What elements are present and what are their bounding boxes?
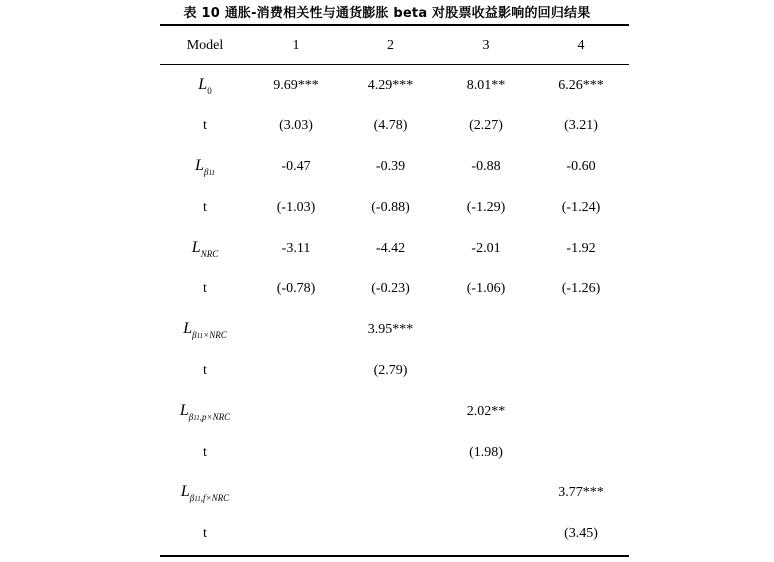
table-cell-model-4: (-1.26) <box>561 281 601 297</box>
table-cell-model-3 <box>439 514 533 555</box>
t-stat-label: t <box>203 362 207 378</box>
header-cell-model: Model <box>186 37 224 53</box>
subscript-index: 11 <box>193 413 200 422</box>
subscript-interaction: ,f×NRC <box>200 493 230 504</box>
table-cell-model-3 <box>439 310 533 351</box>
variable-label <box>160 228 250 269</box>
t-stat-label: t <box>203 444 207 460</box>
table-cell-model-1: -3.11 <box>281 240 311 256</box>
header-cell-model-1: 1 <box>292 37 300 53</box>
table-cell-model-3: 2.02** <box>466 403 506 419</box>
table-cell-model-2: (4.78) <box>373 118 408 134</box>
subscript-index: 11 <box>208 168 215 177</box>
table-cell-model-1 <box>250 391 342 432</box>
t-stat-label: t <box>203 526 207 542</box>
table-cell-model-3: (-1.29) <box>466 199 506 215</box>
variable-subscript: NRC <box>200 248 219 259</box>
subscript-interaction: ×NRC <box>203 330 227 341</box>
table-cell-model-2: 4.29*** <box>367 78 414 94</box>
table-cell-model-3 <box>439 351 533 392</box>
table-cell-model-1 <box>250 473 342 514</box>
variable-label <box>160 473 250 514</box>
variable-subscript <box>189 412 230 422</box>
table-cell-model-2: (-0.23) <box>371 281 410 297</box>
table-cell-model-3: (-1.06) <box>466 281 506 297</box>
variable-label <box>160 147 250 188</box>
table-cell-model-1: (-1.03) <box>276 199 316 215</box>
table-row <box>160 473 629 514</box>
table-cell-model-4: 3.77*** <box>558 485 604 501</box>
header-cell-model-2: 2 <box>387 37 394 53</box>
table-cell-model-2: -0.39 <box>375 158 406 174</box>
table-cell-model-2: (-0.88) <box>371 199 410 215</box>
table-cell-model-3: -0.88 <box>471 158 501 174</box>
variable-label <box>160 391 250 432</box>
table-cell-model-1: 9.69*** <box>273 78 319 94</box>
table-cell-model-4: (-1.24) <box>561 199 601 215</box>
subscript-beta: β <box>192 330 197 341</box>
table-cell-model-4 <box>533 351 629 392</box>
regression-table <box>160 26 629 555</box>
variable-subscript: 0 <box>207 86 212 97</box>
subscript-index: 11 <box>194 495 201 504</box>
table-cell-model-4 <box>533 391 629 432</box>
variable-symbol: L <box>179 401 189 419</box>
table-cell-model-3: (2.27) <box>469 118 503 134</box>
table-cell-model-2 <box>342 432 439 473</box>
table-row <box>160 391 629 432</box>
variable-label <box>160 65 250 106</box>
table-cell-model-4: -0.60 <box>566 158 596 174</box>
table-row <box>160 106 629 147</box>
variable-symbol: L <box>198 76 208 94</box>
table-cell-model-4 <box>533 432 629 473</box>
table-cell-model-3: -2.01 <box>471 240 501 256</box>
table-cell-model-1: -0.47 <box>281 158 311 174</box>
table-cell-model-4: (3.21) <box>564 118 598 134</box>
table-row <box>160 269 629 310</box>
header-cell-model-3: 3 <box>482 37 490 53</box>
bottom-rule <box>160 555 629 557</box>
variable-subscript <box>190 493 229 503</box>
variable-symbol: L <box>180 483 190 501</box>
t-stat-label: t <box>203 199 207 215</box>
table-cell-model-4: (3.45) <box>564 526 598 542</box>
table-cell-model-2: 3.95*** <box>367 322 414 338</box>
table-cell-model-3 <box>439 473 533 514</box>
header-cell-model-4: 4 <box>577 37 585 53</box>
table-row <box>160 514 629 555</box>
subscript-beta: β <box>188 411 194 422</box>
variable-label <box>160 310 250 351</box>
table-cell-model-1 <box>250 514 342 555</box>
table-cell-model-2 <box>342 473 439 514</box>
table-cell-model-2 <box>342 514 439 555</box>
subscript-beta: β <box>203 166 209 177</box>
table-cell-model-1 <box>250 432 342 473</box>
table-row <box>160 228 629 269</box>
header-row <box>160 26 629 65</box>
subscript-beta: β <box>189 493 195 504</box>
variable-symbol: L <box>195 156 204 174</box>
table-cell-model-3: 8.01** <box>466 78 506 94</box>
variable-subscript <box>204 167 215 177</box>
table-cell-model-4 <box>533 310 629 351</box>
table-cell-model-1 <box>250 351 342 392</box>
table-row <box>160 147 629 188</box>
table-cell-model-2: (2.79) <box>373 362 408 378</box>
variable-symbol: L <box>191 238 201 256</box>
table-cell-model-2: -4.42 <box>375 240 406 256</box>
subscript-interaction: ,p×NRC <box>199 411 231 422</box>
variable-symbol: L <box>183 320 193 338</box>
table-cell-model-1: (3.03) <box>279 118 313 134</box>
table-cell-model-4: 6.26*** <box>558 78 604 94</box>
table-cell-model-4: -1.92 <box>566 240 596 256</box>
table-cell-model-2 <box>342 391 439 432</box>
table-row <box>160 187 629 228</box>
table-row <box>160 65 629 106</box>
table-row <box>160 351 629 392</box>
table-cell-model-1: (-0.78) <box>276 281 316 297</box>
variable-subscript <box>192 330 227 340</box>
subscript-index: 11 <box>196 332 204 341</box>
table-caption: 表 10 通胀-消费相关性与通货膨胀 beta 对股票收益影响的回归结果 <box>183 6 591 21</box>
t-stat-label: t <box>203 118 207 134</box>
table-row <box>160 310 629 351</box>
table-cell-model-3: (1.98) <box>469 444 503 460</box>
t-stat-label: t <box>203 281 207 297</box>
table-cell-model-1 <box>250 310 342 351</box>
table-row <box>160 432 629 473</box>
